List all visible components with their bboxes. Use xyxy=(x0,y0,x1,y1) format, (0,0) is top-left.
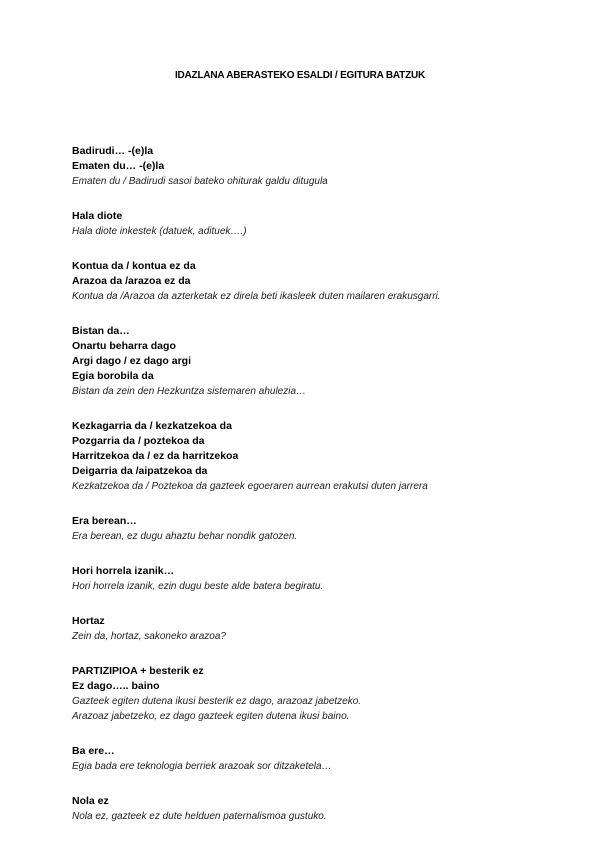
expression-heading: Pozgarria da / poztekoa da xyxy=(72,435,205,447)
example-sentence: Ematen du / Badirudi sasoi bateko ohiturak galdu ditugula xyxy=(72,176,328,187)
example-sentence: Bistan da zein den Hezkuntza sistemaren ahulezia… xyxy=(72,386,307,397)
example-sentence: Era berean, ez dugu ahaztu behar nondik gatozen. xyxy=(72,531,298,542)
expression-heading: Hortaz xyxy=(72,615,105,627)
expression-heading: Deigarria da /aipatzekoa da xyxy=(72,465,208,477)
example-sentence: Gazteek egiten dutena ikusi besterik ez dago, arazoaz jabetzeko. xyxy=(72,696,362,707)
section-nola-ez xyxy=(72,794,542,824)
expression-heading: Nola ez xyxy=(72,795,109,807)
section-hala-diote xyxy=(72,209,542,239)
example-sentence: Hori horrela izanik, ezin dugu beste alde batera begiratu. xyxy=(72,581,324,592)
section-badirudi xyxy=(72,144,542,189)
section-bistan-da xyxy=(72,324,542,399)
section-era-berean xyxy=(72,514,542,544)
expression-heading: Ematen du… -(e)la xyxy=(72,160,165,172)
expression-heading: Era berean… xyxy=(72,515,137,527)
expression-heading: Kontua da / kontua ez da xyxy=(72,260,196,272)
expression-heading: PARTIZIPIOA + besterik ez xyxy=(72,665,204,677)
expression-heading: Bistan da… xyxy=(72,325,130,337)
expression-list xyxy=(72,144,542,844)
expression-heading: Kezkagarria da / kezkatzekoa da xyxy=(72,420,232,432)
expression-heading: Argi dago / ez dago argi xyxy=(72,355,192,367)
expression-heading: Egia borobila da xyxy=(72,370,154,382)
section-ba-ere xyxy=(72,744,542,774)
expression-heading: Ez dago….. baino xyxy=(72,680,160,692)
example-sentence: Egia bada ere teknologia berriek arazoak sor ditzaketela… xyxy=(72,761,332,772)
expression-heading: Arazoa da /arazoa ez da xyxy=(72,275,191,287)
example-sentence: Hala diote inkestek (datuek, adituek….) xyxy=(72,226,247,237)
expression-heading: Hori horrela izanik… xyxy=(72,565,175,577)
document-title: IDAZLANA ABERASTEKO ESALDI / EGITURA BATZUK xyxy=(174,70,426,81)
expression-heading: Onartu beharra dago xyxy=(72,340,176,352)
section-hori-horrela xyxy=(72,564,542,594)
expression-heading: Ba ere… xyxy=(72,745,115,757)
example-sentence: Kezkatzekoa da / Poztekoa da gazteek egoeraren aurrean erakutsi duten jarrera xyxy=(72,481,428,492)
example-sentence: Arazoaz jabetzeko, ez dago gazteek egiten dutena ikusi baino. xyxy=(72,711,350,722)
example-sentence: Nola ez, gazteek ez dute helduen paternalismoa gustuko. xyxy=(72,811,327,822)
expression-heading: Harritzekoa da / ez da harritzekoa xyxy=(72,450,239,462)
expression-heading: Badirudi… -(e)la xyxy=(72,145,154,157)
example-sentence: Kontua da /Arazoa da azterketak ez direla beti ikasleek duten mailaren erakusgarri. xyxy=(72,291,441,302)
section-partizipioa xyxy=(72,664,542,724)
expression-heading: Hala diote xyxy=(72,210,123,222)
section-hortaz xyxy=(72,614,542,644)
section-kezkagarria-da xyxy=(72,419,542,494)
example-sentence: Zein da, hortaz, sakoneko arazoa? xyxy=(72,631,226,642)
section-kontua-da xyxy=(72,259,542,304)
